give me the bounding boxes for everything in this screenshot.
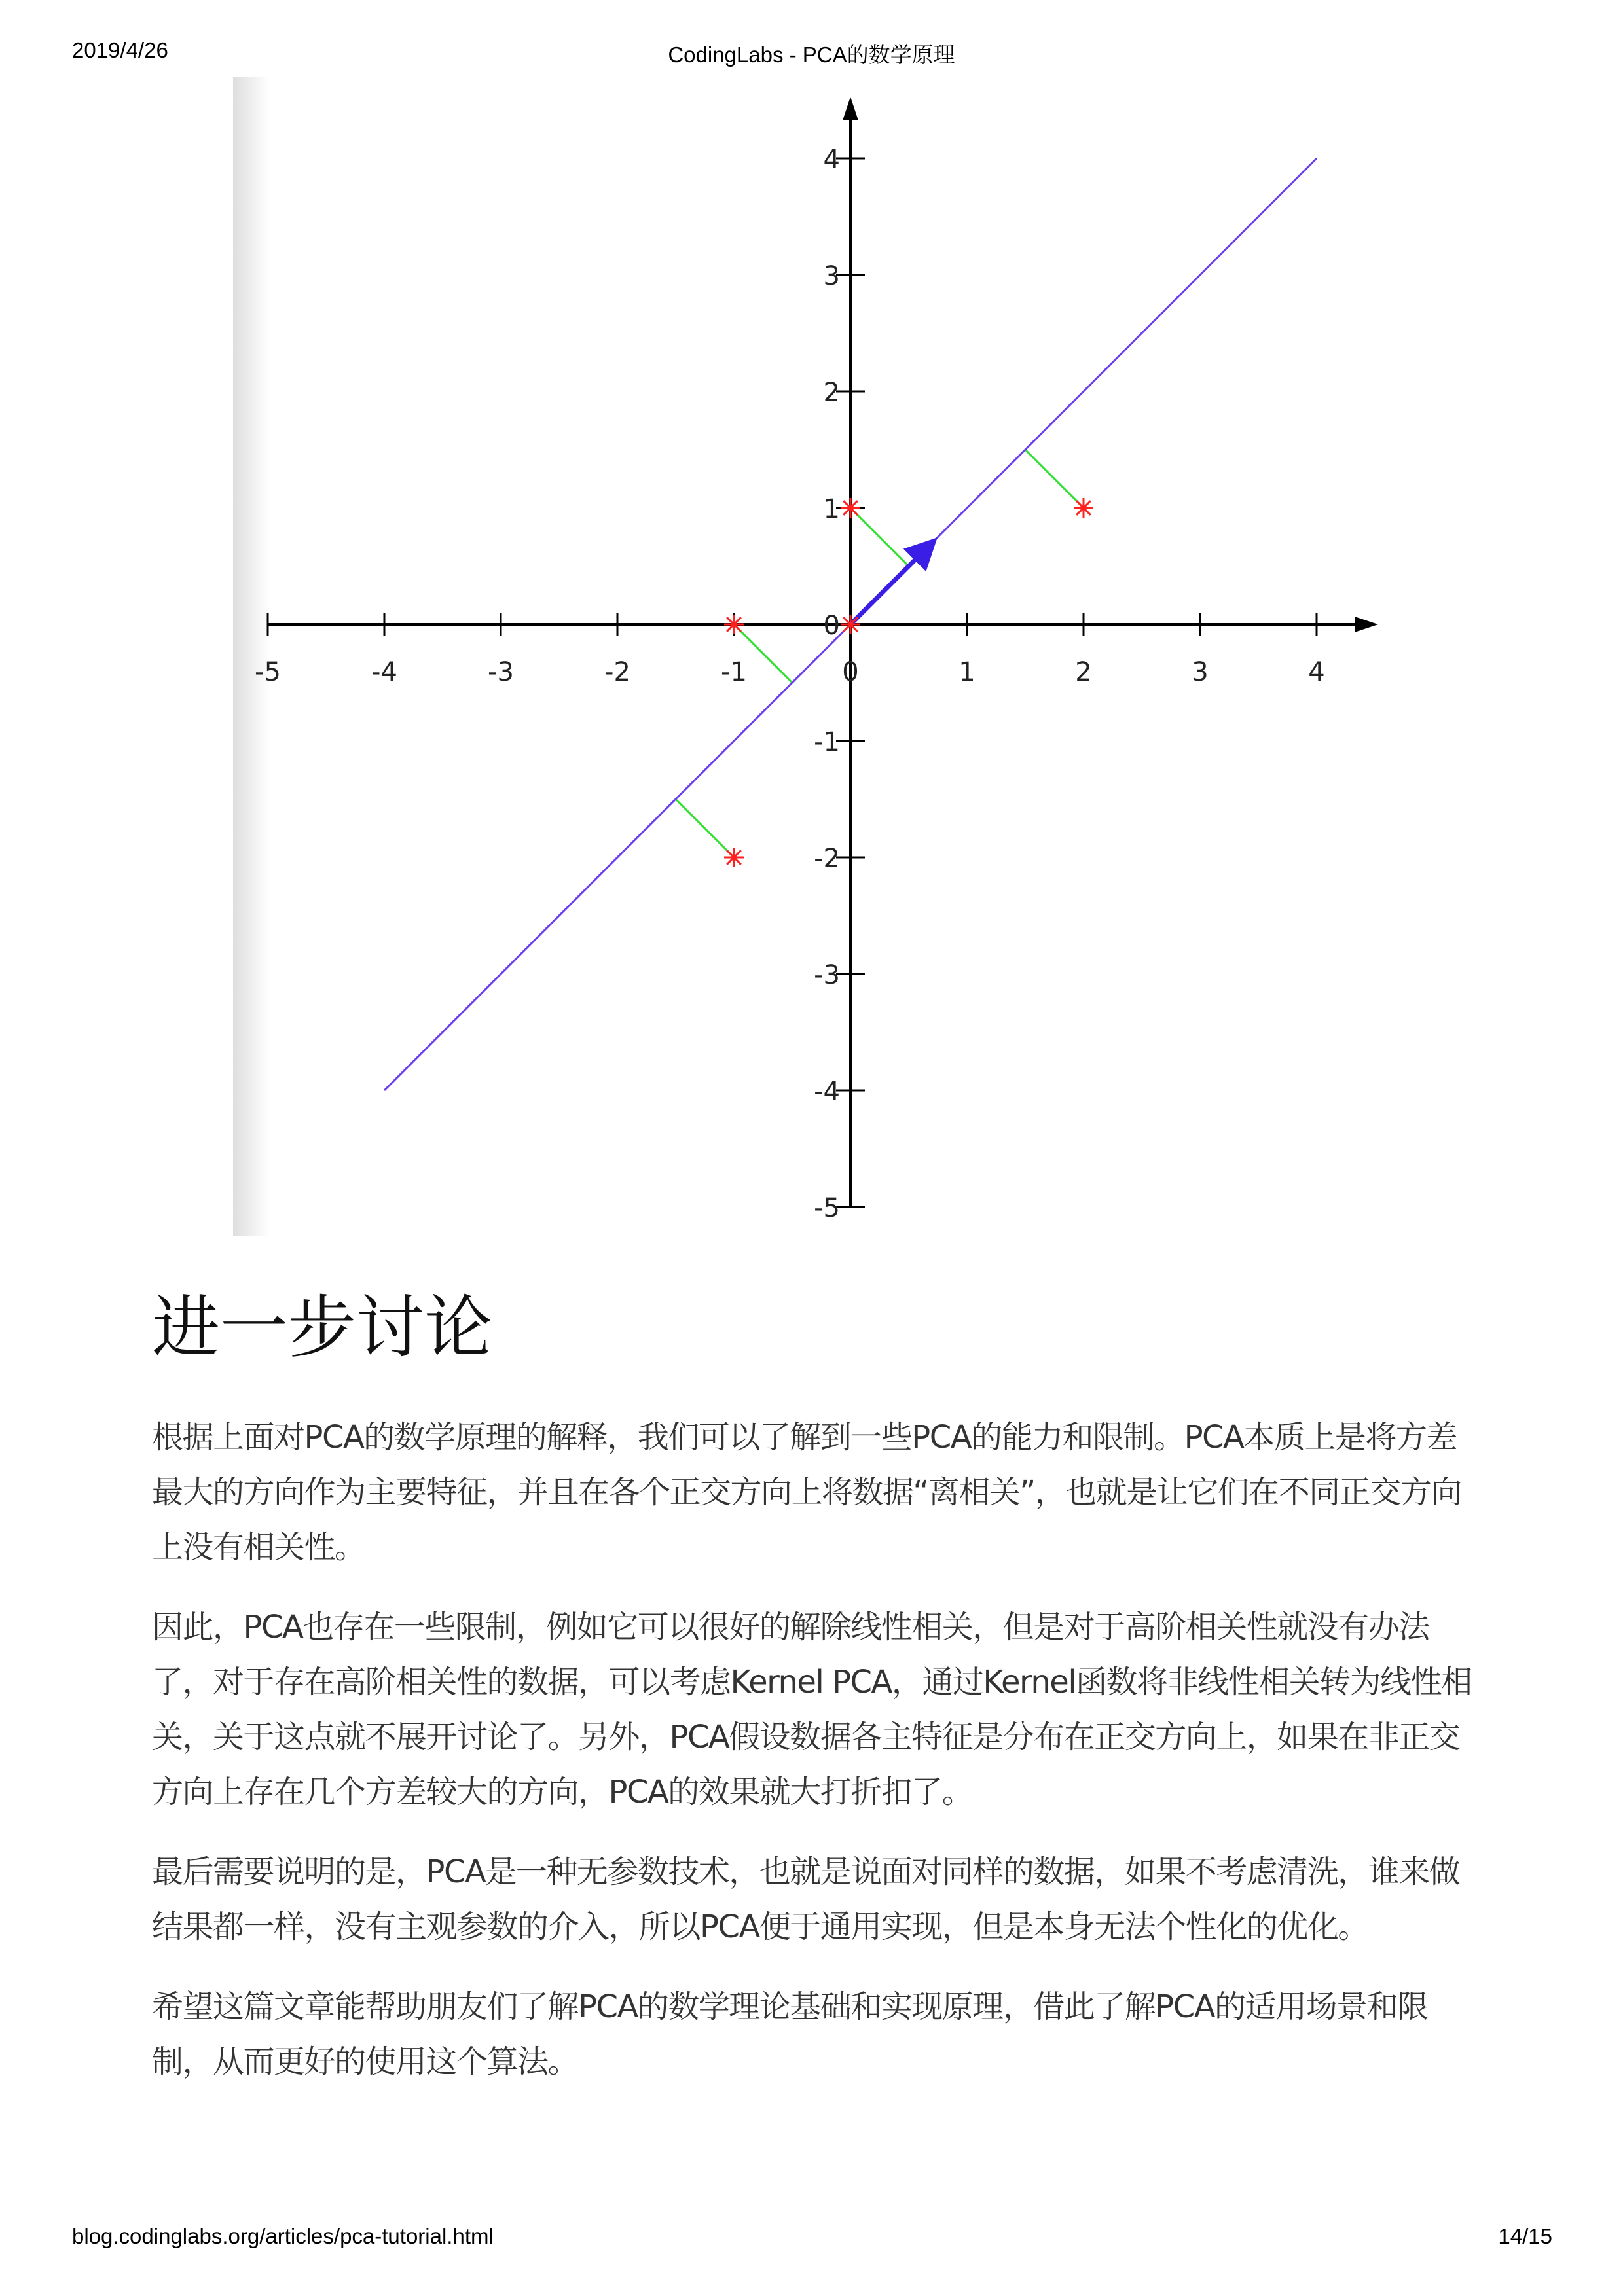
x-tick-label: 3	[1192, 657, 1209, 687]
x-tick-label: 4	[1308, 657, 1325, 687]
article-body	[152, 1282, 1474, 2114]
print-date: 2019/4/26	[72, 38, 168, 62]
y-tick-label: -4	[814, 1077, 840, 1107]
y-tick-label: 3	[823, 261, 840, 291]
print-header	[0, 38, 1623, 67]
basis-vector-arrow	[850, 542, 933, 624]
y-tick-label: -5	[814, 1193, 840, 1223]
x-tick-label: -5	[255, 657, 281, 687]
data-point	[1074, 498, 1093, 518]
projection-line-1	[676, 799, 734, 857]
pca-projection-figure	[233, 77, 1405, 1236]
y-tick-label: -2	[814, 844, 840, 874]
y-tick-label: 2	[823, 378, 840, 408]
data-point	[724, 615, 744, 634]
paragraph-3: 最后需要说明的是，PCA是一种无参数技术，也就是说面对同样的数据，如果不考虑清洗，谁来做结果都一样，没有主观参数的介入，所以PCA便于通用实现，但是本身无法个性化的优化。	[152, 1854, 1460, 1945]
x-tick-label: 1	[958, 657, 976, 687]
print-page-number: 14/15	[1498, 2224, 1552, 2248]
x-tick-label: -1	[721, 657, 747, 687]
y-axis-arrowhead	[843, 97, 858, 120]
projection-line-3	[1025, 450, 1084, 508]
x-tick-label: 2	[1075, 657, 1092, 687]
pca-chart	[233, 77, 1405, 1236]
data-point	[841, 615, 860, 634]
print-url: blog.codinglabs.org/articles/pca-tutorial.html	[72, 2224, 494, 2248]
y-tick-label: -3	[814, 960, 840, 990]
y-tick-label: -1	[814, 727, 840, 757]
y-tick-label: 0	[823, 611, 840, 641]
y-tick-label: 4	[823, 145, 840, 175]
y-tick-label: 1	[823, 494, 840, 524]
x-tick-label: -2	[604, 657, 630, 687]
section-heading: 进一步讨论	[152, 1287, 493, 1367]
x-tick-label: 0	[842, 657, 859, 687]
print-page-title: CodingLabs - PCA的数学原理	[668, 43, 955, 67]
x-tick-label: -4	[371, 657, 397, 687]
x-axis-arrowhead	[1355, 617, 1378, 632]
print-footer	[0, 2224, 1623, 2253]
paragraph-1: 根据上面对PCA的数学原理的解释，我们可以了解到一些PCA的能力和限制。PCA本质上是将方差最大的方向作为主要特征，并且在各个正交方向上将数据“离相关”，也就是让它们在不同正交方向上没有相关性。	[152, 1419, 1461, 1566]
data-point	[841, 498, 860, 518]
projection-line-4	[850, 508, 909, 566]
data-point	[724, 848, 744, 867]
paragraph-2: 因此，PCA也存在一些限制，例如它可以很好的解除线性相关，但是对于高阶相关性就没有办法了，对于存在高阶相关性的数据，可以考虑Kernel PCA，通过Kernel函数将非线性相关转为线性相关，关于这点就不展开讨论了。另外，PCA假设数据各主特征是分布在正交方向上，如果在非正交方向上存在几个方差较大的方向，PCA的效果就大打折扣了。	[152, 1609, 1472, 1810]
x-tick-label: -3	[488, 657, 514, 687]
paragraph-4: 希望这篇文章能帮助朋友们了解PCA的数学理论基础和实现原理，借此了解PCA的适用场景和限制，从而更好的使用这个算法。	[152, 1988, 1428, 2080]
